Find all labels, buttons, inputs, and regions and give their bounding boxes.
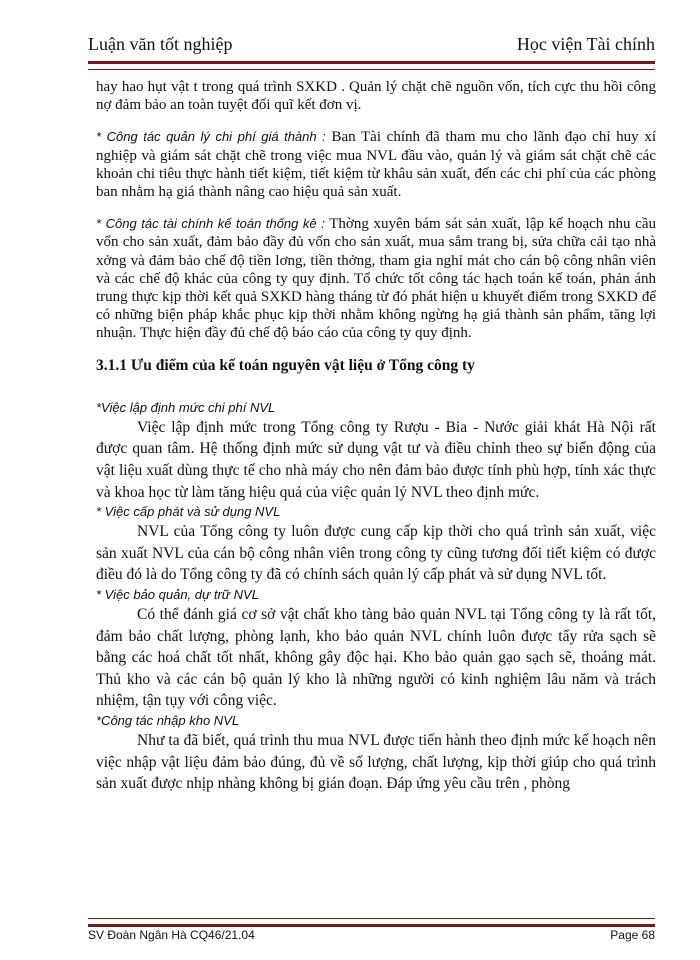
- paragraph-accounting: [96, 215, 656, 342]
- header-divider: [88, 61, 655, 70]
- subsection-text: Có thể đánh giá cơ sở vật chất kho tàng bảo quản NVL tại Tổng công ty là rất tốt, đảm bảo chất lượng, phòng lạnh, kho bảo quản NVL chính luôn được tẩy rửa sạch sẽ bằng các hoá chất tốt nhất, không gây độc hại. Kho bảo quản gạo sạch sẽ, thoáng mát. Thủ kho và các cán bộ quản lý kho là những người có kinh nghiệm lâu năm và trách nhiệm, tận tụy với công việc.: [96, 606, 656, 710]
- paragraph-cost-management: [96, 128, 656, 201]
- subsection-title: * Việc cấp phát và sử dụng NVL: [96, 504, 281, 520]
- paragraph-text: Thờng xuyên bám sát sản xuất, lập kế hoạch nhu cầu vốn cho sản xuất, đảm bảo đầy đủ vốn cho sản xuất, mua sắm trang bị, sửa chữa cải tạo nhà xởng và đảm bảo chế độ tiền lơng, tiền thởng, tham gia nghỉ mát cho cán bộ công nhân viên và các chế độ khác của công ty quy định. Tổ chức tốt công tác hạch toán kế toán, phản ánh trung thực kịp thời kết quả SXKD hàng tháng từ đó phát hiện u khuyết điểm trong SXKD để có những biện pháp khắc phục kịp thời nhằm không ngừng hạ giá thành sản phẩm, tăng lợi nhuận. Thực hiện đầy đủ chế độ báo cáo của công ty quy định.: [96, 216, 656, 342]
- header-institution: Học viện Tài chính: [516, 34, 655, 54]
- subsection-title: *Việc lập định mức chi phí NVL: [96, 399, 276, 415]
- footer-divider: [88, 918, 655, 927]
- subsection-title: *Công tác nhập kho NVL: [96, 712, 240, 728]
- paragraph-intro: hay hao hụt vật t trong quá trình SXKD . Quản lý chặt chẽ nguồn vốn, tích cực thu hồi công nợ đảm bảo an toàn tuyệt đối quĩ kết đơn vị.: [96, 79, 656, 114]
- subsection-text: Việc lập định mức trong Tổng công ty Rượu - Bia - Nước giải khát Hà Nội rất được quan tâm. Hệ thống định mức sử dụng vật tư và điều chỉnh theo sự biến động của vật liệu xuất dùng thực tế cho nhà máy cho nên đảm bảo được tính phù hợp, tính xác thực và khoa học từ làm tăng hiệu quả của việc quản lý NVL theo định mức.: [96, 418, 656, 501]
- paragraph-text: Ban Tài chính đã tham mu cho lãnh đạo chỉ huy xí nghiệp và giám sát chặt chẽ trong việc mua NVL đầu vào, quản lý và giám sát chặt chẽ các khoản chi tiêu thực hành tiết kiệm, tiết kiệm từ khâu sản xuất, đến các chi phí của các phòng ban nhằm hạ giá thành nâng cao hiệu quả sản xuất.: [96, 129, 656, 201]
- page-body: [96, 78, 656, 795]
- subsection-title: * Việc bảo quản, dự trữ NVL: [96, 587, 259, 602]
- subsection-text: Như ta đã biết, quá trình thu mua NVL được tiến hành theo định mức kế hoạch nên việc nhập vật liệu đảm bảo đúng, đủ về số lượng, chất lượng, kịp thời giúp cho quá trình sản xuất được nhịp nhàng không bị gián đoạn. Đáp ứng yêu cầu trên , phòng: [96, 731, 656, 793]
- header-thesis-title: Luận văn tốt nghiệp: [88, 34, 233, 54]
- paragraph-label: * Công tác quản lý chi phí giá thành :: [96, 129, 326, 145]
- footer-author: SV Đoàn Ngân Hà CQ46/21.04: [88, 928, 255, 942]
- page-header: [88, 34, 655, 62]
- page-number: Page 68: [610, 928, 655, 942]
- paragraph-label: * Công tác tài chính kế toán thống kê :: [96, 216, 325, 232]
- section-heading: 3.1.1 Ưu điểm của kế toán nguyên vật liệu ở Tổng công ty: [96, 356, 475, 374]
- subsection-text: NVL của Tổng công ty luôn được cung cấp kịp thời cho quá trình sản xuất, việc sản xuất NVL của cán bộ công nhân viên trong công ty cũng tương đối tiết kiệm có được điều đó là do Tổng công ty đã có chính sách quản lý cấp phát và sử dụng NVL tốt.: [96, 523, 656, 584]
